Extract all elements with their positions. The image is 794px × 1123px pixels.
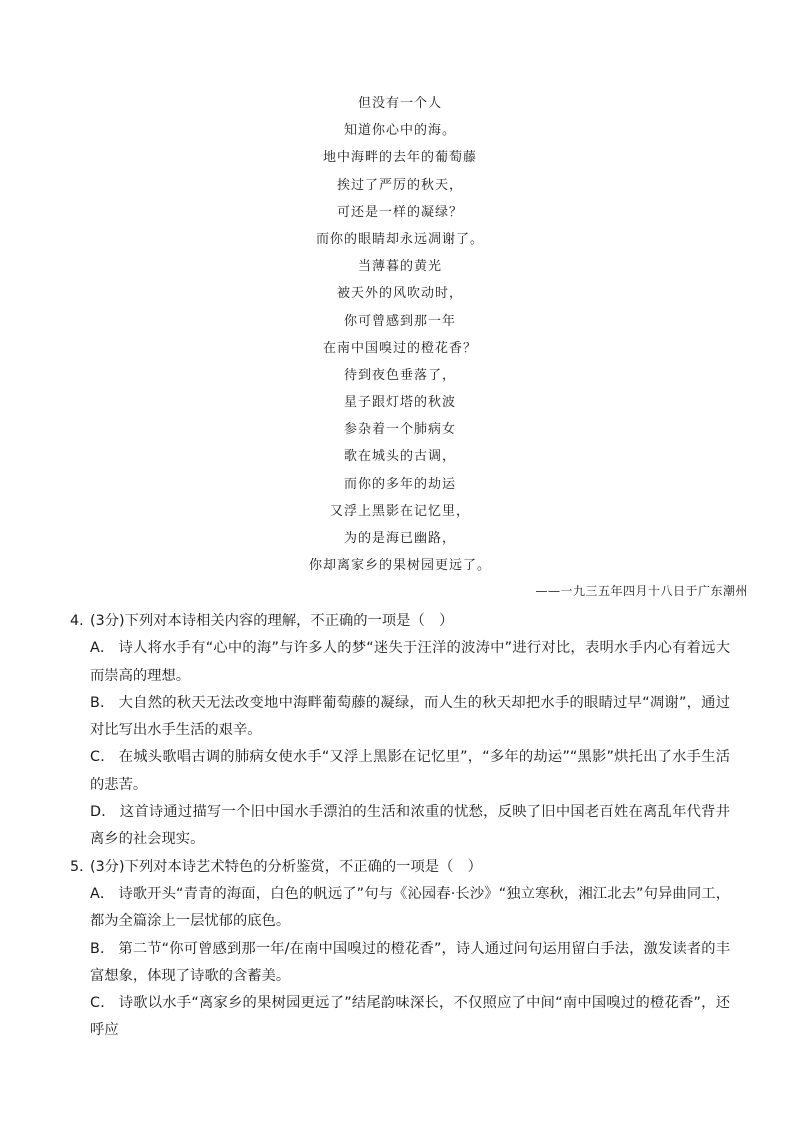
poem-line: 待到夜色垂落了， bbox=[343, 367, 456, 383]
question-text: (3分)下列对本诗艺术特色的分析鉴赏，不正确的一项是（ ） bbox=[90, 858, 482, 875]
poem-line: 可还是一样的凝绿？ bbox=[336, 204, 463, 220]
option-label: D． bbox=[90, 804, 116, 821]
poem-line: 当薄暮的黄光 bbox=[357, 259, 442, 275]
option-label: A． bbox=[90, 640, 115, 657]
option-text: 诗人将水手有“心中的海”与许多人的梦“迷失于汪洋的波涛中”进行对比，表明水手内心有着远大而崇高的理想。 bbox=[90, 640, 731, 684]
option-text: 这首诗通过描写一个旧中国水手漂泊的生活和浓重的忧愁，反映了旧中国老百姓在离乱年代背井离乡的社会现实。 bbox=[90, 804, 730, 848]
option-label: A． bbox=[90, 885, 115, 902]
poem-line: 挨过了严厉的秋天， bbox=[336, 177, 463, 193]
option-label: C． bbox=[90, 995, 115, 1012]
poem-line: 知道你心中的海。 bbox=[343, 123, 456, 139]
poem-line: 为的是海已幽路， bbox=[343, 531, 456, 546]
question-text: (3分)下列对本诗相关内容的理解，不正确的一项是（ ） bbox=[90, 613, 454, 629]
poem-line: 而你的眼睛却永远凋谢了。 bbox=[315, 231, 484, 247]
question-5 bbox=[70, 854, 730, 1045]
question-number: 5． bbox=[70, 858, 94, 875]
question-list bbox=[70, 608, 730, 1045]
poem-line: 你却离家乡的果树园更远了。 bbox=[308, 558, 491, 574]
poem-attribution: ——一九三五年四月十八日于广东潮州 bbox=[535, 584, 748, 598]
option-text: 诗歌以水手“离家乡的果树园更远了”结尾韵味深长，不仅照应了中间“南中国嗅过的橙花香”，还呼应 bbox=[90, 995, 730, 1039]
option-label: B． bbox=[90, 694, 115, 711]
option-text: 大自然的秋天无法改变地中海畔葡萄藤的凝绿，而人生的秋天却把水手的眼睛过早“凋谢”，通过对比写出水手生活的艰辛。 bbox=[90, 694, 731, 739]
poem-line: 在南中国嗅过的橙花香？ bbox=[322, 340, 477, 356]
question-stem bbox=[70, 854, 730, 881]
poem-line: 参杂着一个肺病女 bbox=[343, 422, 456, 438]
option-text: 在城头歌唱古调的肺病女使水手“又浮上黑影在记忆里”，“多年的劫运”“黑影”烘托出了水手生活的悲苦。 bbox=[90, 749, 731, 793]
option-label: C． bbox=[90, 749, 115, 766]
poem-line: 地中海畔的去年的葡萄藤 bbox=[322, 150, 477, 166]
poem-line: 但没有一个人 bbox=[357, 96, 442, 111]
option-a bbox=[70, 881, 730, 936]
option-a bbox=[70, 635, 730, 690]
poem-body bbox=[200, 90, 600, 579]
option-text: 诗歌开头“青青的海面，白色的帆远了”句与《沁园春·长沙》“独立寒秋，湘江北去”句异曲同工，都为全篇涂上一层忧郁的底色。 bbox=[90, 885, 731, 930]
poem-line: 你可曾感到那一年 bbox=[343, 313, 456, 329]
poem-line: 而你的多年的劫运 bbox=[343, 476, 456, 492]
poem-line: 星子跟灯塔的秋波 bbox=[343, 395, 456, 411]
question-stem bbox=[70, 608, 730, 635]
question-4 bbox=[70, 608, 730, 854]
option-text: 第二节“你可曾感到那一年/在南中国嗅过的橙花香”，诗人通过问句运用留白手法，激发读者的丰富想象，体现了诗歌的含蓄美。 bbox=[90, 940, 730, 984]
poem-line: 又浮上黑影在记忆里， bbox=[329, 503, 470, 519]
option-c bbox=[70, 990, 730, 1045]
poem-line: 被天外的风吹动时， bbox=[336, 286, 463, 302]
poem-line: 歌在城头的古调， bbox=[343, 449, 456, 465]
question-number: 4． bbox=[70, 613, 94, 629]
option-b bbox=[70, 936, 730, 991]
option-b bbox=[70, 690, 730, 745]
option-d bbox=[70, 799, 730, 854]
option-c bbox=[70, 744, 730, 799]
option-label: B． bbox=[90, 940, 115, 957]
